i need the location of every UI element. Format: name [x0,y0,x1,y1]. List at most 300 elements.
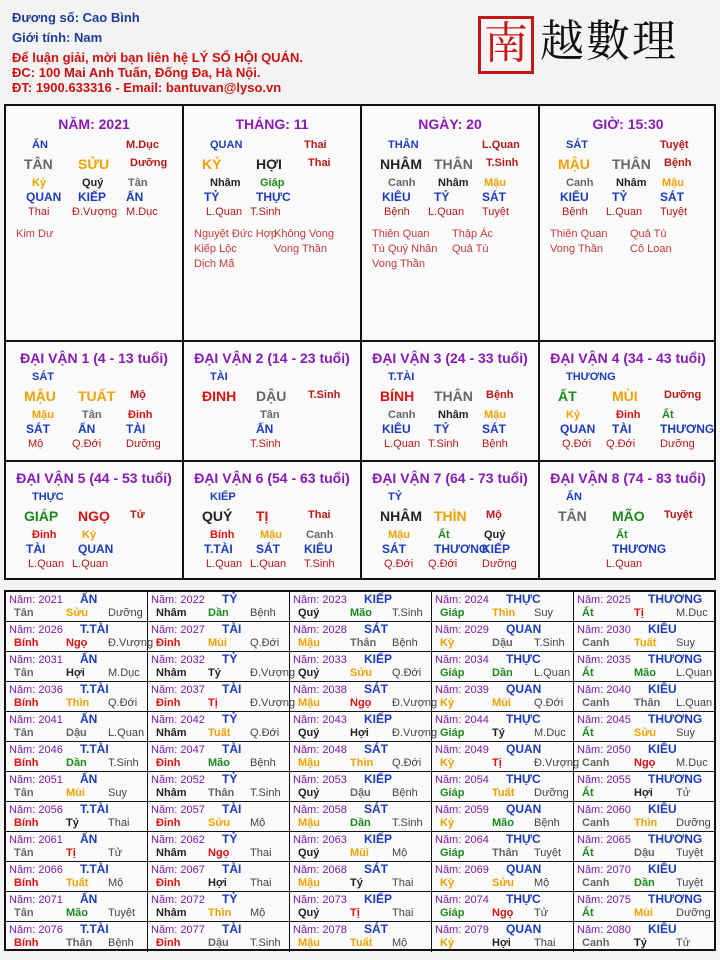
ten-god: KIÊU [382,422,411,436]
year-stage: Tuyệt [676,847,704,859]
annual-cell [574,622,714,652]
year-label: Năm: 2051 [9,774,63,786]
earthly-branch: THÂN [434,388,473,404]
stage: Thai [308,157,331,169]
pillar-title: NGÀY: 20 [418,116,482,132]
stage: T.Sinh [250,206,281,218]
year-branch: Sửu [350,667,373,679]
ten-god: ẤN [78,422,96,436]
ten-god: KIẾP [78,190,107,204]
year-label: Năm: 2033 [293,654,347,666]
hidden-stem: Nhâm [616,177,647,189]
year-stem: Mậu [298,937,320,949]
annual-cell [6,832,148,862]
dai-van-cell [184,462,360,580]
ten-god: TỶ [434,422,450,436]
earthly-branch: TUẤT [78,388,116,404]
ten-god: ẤN [126,190,144,204]
year-label: Năm: 2070 [577,864,631,876]
year-god: SÁT [364,682,388,696]
stage: T.Sinh [250,438,281,450]
year-stem: Ất [582,607,594,619]
year-stem: Tân [14,907,34,919]
pillar-title: THÁNG: 11 [235,116,309,132]
year-stage: Đ.Vượng [392,697,438,709]
annual-cell [290,832,432,862]
year-label: Năm: 2044 [435,714,489,726]
year-stage: Đ.Vượng [392,727,438,739]
year-label: Năm: 2067 [151,864,205,876]
year-god: THƯƠNG [648,772,703,786]
year-branch: Tuất [350,937,373,949]
year-stem: Nhâm [156,607,187,619]
annual-cell [6,742,148,772]
year-stage: Q.Đới [392,667,422,679]
hidden-stem: Quý [484,529,506,541]
year-god: SÁT [364,622,388,636]
stage: L.Quan [206,206,243,218]
year-stem: Canh [582,877,610,889]
year-god: THƯƠNG [648,712,703,726]
stage: T.Sinh [486,157,519,169]
year-branch: Mão [492,817,514,829]
year-stage: L.Quan [676,667,713,679]
dai-van-title: ĐẠI VẬN 4 (34 - 43 tuổi) [550,350,706,366]
dai-van-cell [362,342,538,460]
year-god: THƯƠNG [648,892,703,906]
shen-sha: Vong Thần [550,243,604,255]
year-god: SÁT [364,742,388,756]
earthly-branch: MÃO [612,508,645,524]
year-branch: Hợi [634,787,653,799]
year-label: Năm: 2062 [151,834,205,846]
year-stage: Dưỡng [534,787,569,799]
hidden-stem: Mậu [484,409,506,421]
heavenly-stem: ĐINH [202,388,237,404]
ten-god: THƯƠNG [434,542,489,556]
stage: Dưỡng [126,438,161,450]
year-stem: Giáp [440,667,465,679]
year-stem: Đinh [156,637,181,649]
stage: L.Quan [72,558,109,570]
annual-cell [432,772,574,802]
year-stem: Bính [14,637,39,649]
year-god: TỶ [222,832,238,846]
year-stage: Q.Đới [534,697,564,709]
year-stage: L.Quan [108,727,145,739]
earthly-branch: THÌN [434,508,467,524]
year-label: Năm: 2028 [293,624,347,636]
hidden-stem: Kỷ [32,177,47,189]
year-stem: Quý [298,727,320,739]
year-stem: Quý [298,607,320,619]
year-branch: Sửu [492,877,515,889]
heavenly-stem: TÂN [24,156,53,172]
year-stem: Ất [582,907,594,919]
shen-sha: Thập Ác [452,228,493,240]
year-label: Năm: 2055 [577,774,631,786]
year-stage: Dưỡng [108,607,143,619]
year-stage: L.Quan [676,697,713,709]
annual-grid [4,590,716,951]
year-branch: Dậu [634,847,655,859]
year-branch: Thân [634,697,661,709]
year-stem: Kỷ [440,817,455,829]
year-stage: Suy [676,637,695,649]
hidden-stem: Giáp [260,177,285,189]
dai-van-title: ĐẠI VẬN 7 (64 - 73 tuổi) [372,470,528,486]
stage: Tử [130,509,145,521]
stage: Q.Đới [606,438,636,450]
year-stem: Tân [14,847,34,859]
ten-god: ẤN [256,422,274,436]
shen-sha: Không Vong [274,228,334,240]
year-god: TỶ [222,652,238,666]
year-stage: Dưỡng [676,817,711,829]
annual-cell [6,772,148,802]
year-branch: Thân [492,847,519,859]
annual-cell [574,832,714,862]
year-label: Năm: 2041 [9,714,63,726]
heavenly-stem: TÂN [558,508,587,524]
shen-sha: Kiếp Lộc [194,243,237,255]
annual-cell [432,862,574,892]
year-stem: Tân [14,787,34,799]
year-stem: Tân [14,667,34,679]
year-god: THƯƠNG [648,652,703,666]
annual-cell [574,922,714,952]
hidden-stem: Kỷ [82,529,97,541]
year-stem: Mậu [298,637,320,649]
stage: Bệnh [664,157,692,169]
year-stage: Bệnh [534,817,560,829]
earthly-branch: MÙI [612,388,638,404]
year-god: TỶ [222,592,238,606]
year-branch: Dần [208,607,229,619]
year-stem: Quý [298,667,320,679]
year-label: Năm: 2071 [9,894,63,906]
year-stage: Mộ [392,847,408,859]
heavenly-stem: BÍNH [380,388,415,404]
hidden-stem: Mậu [388,529,410,541]
stage: Dưỡng [130,157,168,169]
earthly-branch: DẬU [256,388,287,404]
year-label: Năm: 2034 [435,654,489,666]
stage: Q.Đới [562,438,592,450]
dai-van-title: ĐẠI VẬN 8 (74 - 83 tuổi) [550,470,706,486]
year-stage: Bệnh [108,937,134,949]
heavenly-stem: GIÁP [24,508,59,524]
ten-god: THƯƠNG [660,422,715,436]
annual-cell [6,892,148,922]
year-label: Năm: 2048 [293,744,347,756]
year-god: THƯƠNG [648,592,703,606]
year-god: TÀI [222,862,242,876]
year-stage: Thai [108,817,130,829]
year-stage: Mộ [250,907,266,919]
hidden-stem: Nhâm [210,177,241,189]
year-stem: Đinh [156,937,181,949]
annual-cell [432,652,574,682]
hidden-stem-god: TÀI [210,371,228,383]
year-branch: Mùi [208,637,227,649]
year-label: Năm: 2025 [577,594,631,606]
year-god: TÀI [222,802,242,816]
year-god: KIÊU [648,682,677,696]
year-stem: Kỷ [440,637,455,649]
year-stage: Tử [534,907,549,919]
year-stem: Nhâm [156,787,187,799]
hidden-stem-god: THƯƠNG [566,371,616,383]
stage: Q.Đới [428,558,458,570]
year-god: TỶ [222,892,238,906]
annual-cell [290,592,432,622]
year-label: Năm: 2049 [435,744,489,756]
year-stage: Mộ [392,937,408,949]
dai-van-cell [6,342,182,460]
hidden-stem: Canh [566,177,594,189]
year-branch: Mão [634,667,656,679]
year-stage: Tuyệt [676,877,704,889]
stage: Mộ [28,438,44,450]
ten-god: TỶ [434,190,450,204]
year-god: KIÊU [648,742,677,756]
year-branch: Dần [66,757,87,769]
pillar-title: NĂM: 2021 [58,116,130,132]
annual-cell [148,712,290,742]
year-label: Năm: 2064 [435,834,489,846]
year-stem: Kỷ [440,757,455,769]
year-stage: Thai [250,877,272,889]
year-god: ẤN [80,892,98,906]
year-stage: T.Sinh [392,607,423,619]
stage: Dưỡng [664,389,702,401]
year-god: ẤN [80,652,98,666]
year-stage: Mộ [534,877,550,889]
year-god: KIÊU [648,862,677,876]
year-branch: Thân [350,637,377,649]
year-stem: Nhâm [156,907,187,919]
annual-cell [290,892,432,922]
year-stem: Mậu [298,697,320,709]
year-branch: Tị [350,907,360,919]
annual-cell [148,802,290,832]
year-god: THỰC [506,892,541,906]
stage: Mộ [486,509,502,521]
dai-van-title: ĐẠI VẬN 5 (44 - 53 tuổi) [16,470,172,486]
hidden-stem: Canh [388,177,416,189]
stage: Dưỡng [660,438,695,450]
hidden-stem: Canh [388,409,416,421]
annual-cell [290,622,432,652]
year-label: Năm: 2042 [151,714,205,726]
pillar-cell [540,106,716,340]
year-stage: Dưỡng [676,907,711,919]
stage: Mộ [130,389,146,401]
dai-van-cell [362,462,538,580]
year-god: KIẾP [364,892,393,906]
year-stage: Q.Đới [250,637,280,649]
year-branch: Dần [492,667,513,679]
ten-god: TÀI [126,422,146,436]
annual-cell [574,652,714,682]
earthly-branch: NGỌ [78,508,110,524]
year-branch: Hợi [492,937,511,949]
year-stage: M.Dục [534,727,566,739]
year-stem: Tân [14,607,34,619]
hidden-stem-god: THÂN [388,139,419,151]
annual-cell [6,652,148,682]
year-god: SÁT [364,862,388,876]
hidden-stem-god: ẤN [566,491,582,503]
annual-cell [432,712,574,742]
annual-cell [148,592,290,622]
annual-cell [574,592,714,622]
header-owner: Đương số: Cao Bình [12,10,140,25]
year-stage: Tuyệt [534,847,562,859]
year-branch: Sửu [208,817,231,829]
header-address: ĐC: 100 Mai Anh Tuấn, Đống Đa, Hà Nội. [12,65,261,80]
year-stem: Đinh [156,877,181,889]
dai-van-cell [6,462,182,580]
year-stem: Ất [582,727,594,739]
annual-cell [6,712,148,742]
shen-sha: Thiên Quan [372,228,430,240]
heavenly-stem: MẬU [558,156,590,172]
year-stem: Mậu [298,757,320,769]
year-stem: Nhâm [156,847,187,859]
year-god: TỶ [222,772,238,786]
shen-sha: Kim Dư [16,228,54,240]
annual-cell [290,742,432,772]
hidden-stem: Ất [662,409,674,421]
annual-cell [574,742,714,772]
ten-god: T.TÀI [204,542,233,556]
ten-god: SÁT [382,542,406,556]
year-stem: Quý [298,847,320,859]
year-stem: Bính [14,877,39,889]
year-branch: Dậu [492,637,513,649]
year-branch: Hợi [208,877,227,889]
year-label: Năm: 2046 [9,744,63,756]
year-branch: Ngọ [208,847,230,859]
annual-cell [290,862,432,892]
year-label: Năm: 2072 [151,894,205,906]
year-stage: M.Dục [676,607,708,619]
year-stage: Đ.Vượng [250,667,296,679]
year-label: Năm: 2039 [435,684,489,696]
year-stage: T.Sinh [534,637,565,649]
year-stem: Nhâm [156,727,187,739]
annual-cell [574,772,714,802]
stage: M.Dục [126,139,159,151]
year-stage: L.Quan [534,667,571,679]
year-stage: Mộ [108,877,124,889]
year-stem: Tân [14,727,34,739]
hidden-stem: Mậu [260,529,282,541]
year-stem: Đinh [156,757,181,769]
ten-god: SÁT [482,422,506,436]
year-stage: T.Sinh [250,937,281,949]
ten-god: SÁT [482,190,506,204]
year-god: T.TÀI [80,922,109,936]
year-stem: Ất [582,847,594,859]
year-label: Năm: 2078 [293,924,347,936]
year-branch: Thìn [208,907,232,919]
hidden-stem: Mậu [484,177,506,189]
hidden-stem: Nhâm [438,409,469,421]
hidden-stem: Nhâm [438,177,469,189]
year-god: T.TÀI [80,622,109,636]
pillar-grid [4,104,716,580]
year-stage: Thai [392,907,414,919]
year-label: Năm: 2074 [435,894,489,906]
year-branch: Tý [208,667,221,679]
year-god: SÁT [364,802,388,816]
dai-van-title: ĐẠI VẬN 2 (14 - 23 tuổi) [194,350,350,366]
stage: Thai [308,509,331,521]
year-stem: Kỷ [440,937,455,949]
year-god: THỰC [506,712,541,726]
hidden-stem-god: ẤN [32,139,48,151]
brand-logo [478,10,710,78]
annual-cell [290,682,438,712]
annual-cell [6,682,148,712]
year-god: TÀI [222,922,242,936]
year-label: Năm: 2069 [435,864,489,876]
year-branch: Thìn [492,607,516,619]
heavenly-stem: KỶ [202,156,222,172]
hidden-stem: Tân [260,409,280,421]
year-god: KIẾP [364,652,393,666]
year-label: Năm: 2040 [577,684,631,696]
year-label: Năm: 2030 [577,624,631,636]
hidden-stem: Canh [306,529,334,541]
year-stage: Mộ [250,817,266,829]
year-label: Năm: 2057 [151,804,205,816]
hidden-stem: Ất [438,529,450,541]
year-branch: Thân [208,787,235,799]
year-label: Năm: 2032 [151,654,205,666]
year-god: ẤN [80,712,98,726]
hidden-stem: Mậu [662,177,684,189]
stage: Tuyệt [660,206,688,218]
ten-god: KIÊU [304,542,333,556]
annual-cell [6,862,148,892]
header-phone-email: ĐT: 1900.633316 - Email: bantuvan@lyso.vn [12,80,282,95]
ten-god: QUAN [78,542,114,556]
hidden-stem-god: T.TÀI [388,371,415,383]
year-branch: Hợi [350,727,369,739]
annual-cell [6,592,148,622]
year-branch: Hợi [66,667,85,679]
year-label: Năm: 2066 [9,864,63,876]
year-label: Năm: 2080 [577,924,631,936]
year-stem: Canh [582,937,610,949]
hidden-stem: Bính [210,529,235,541]
year-branch: Thìn [634,817,658,829]
year-label: Năm: 2073 [293,894,347,906]
year-branch: Tuất [66,877,89,889]
year-label: Năm: 2037 [151,684,205,696]
year-stage: Bệnh [250,757,276,769]
year-stem: Bính [14,937,39,949]
shen-sha: Vong Thần [274,243,328,255]
year-label: Năm: 2024 [435,594,489,606]
ten-god: QUAN [26,190,62,204]
year-branch: Mão [208,757,230,769]
year-branch: Tý [350,877,363,889]
